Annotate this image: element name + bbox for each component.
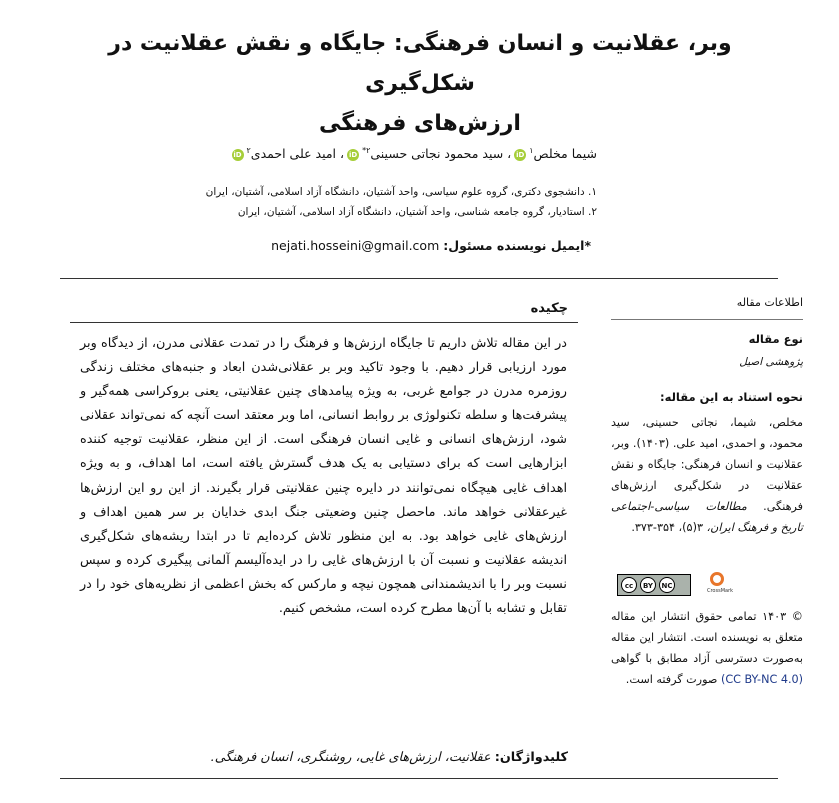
- article-info-sidebar: [611, 296, 803, 690]
- abstract-text: در این مقاله تلاش داریم تا جایگاه ارزش‌ها و فرهنگ را در تمدت عقلانی مدرن، از دیدگاه وبر مورد ارزیابی قرار دهیم. با وجود تاکید وبر بر عقلانی‌شدن ابعاد و جنبه‌های مختلف زندگی روزمره مدرن در جوامع غربی، به ویژه پیامدهای چنین عقلانیتی، یعنی بروکراسی همه‌گیر و پیشرفت‌ها و سلطه تکنولوژی بر روابط انسانی، اما وبر معتقد است آنچه که نمی‌تواند عقلانی شود، ارزش‌های انسانی و غایی انسان فرهنگی است. از این منظر، عقلانیت توجیه کننده ابزارهایی است که برای دستیابی به یک هدف گسترش یافته است، اما اهداف، و به ویژه اهداف غایی هیچگاه نمی‌توانند در دایره چنین عقلانیتی قرار بگیرند. از این رو این ارزش‌ها غیرعقلانی خواهد ماند. ماحصل چنین وضعیتی جنگ ابدی خدایان بر سر همین اهداف و ارزش‌های غایی خواهد بود. به این منظور تلاش کرده‌ایم تا در ابتدا ریشه‌های شکل‌گیری اندیشه عقلانیت و نسبت آن با ارزش‌های غایی را در ایده‌آلیسم آلمانی پیگیری کرده و سپس نسبت وبر را با اندیشمندانی همچون نیچه و مارکس که بخش اعظمی از نظریه‌های خود را در تقابل و تشابه با آن‌ها مطرح کرده است، مشخص کنیم.: [80, 336, 567, 617]
- cc-by-nc-icon[interactable]: [617, 574, 691, 596]
- title-line-2: ارزش‌های فرهنگی: [319, 111, 521, 136]
- author-affiliation-mark: ۱: [529, 146, 534, 155]
- sidebar-divider: [611, 319, 803, 320]
- orcid-icon[interactable]: iD: [348, 150, 358, 159]
- article-info-heading: اطلاعات مقاله: [736, 296, 803, 309]
- license-link[interactable]: (CC BY-NC 4.0): [720, 673, 803, 686]
- nc-icon: NC: [659, 577, 675, 593]
- corresponding-email: [71, 238, 591, 253]
- author-name: شیما مخلص: [533, 146, 597, 162]
- keywords: [211, 750, 568, 765]
- license-tail: صورت گرفته است.: [625, 673, 718, 686]
- email-label: *ایمیل نویسنده مسئول:: [443, 238, 591, 253]
- citation-text: [611, 412, 803, 538]
- affiliation-2: ۲. استادیار، گروه جامعه شناسی، واحد آشتیان، دانشگاه آزاد اسلامی، آشتیان، ایران: [237, 206, 597, 218]
- crossmark-icon[interactable]: [707, 572, 734, 598]
- article-type-label: نوع مقاله: [748, 332, 803, 346]
- citation-journal: مطالعات سیاسی-اجتماعی تاریخ و فرهنگ ایران،: [611, 500, 803, 534]
- license-text: © ۱۴۰۳ تمامی حقوق انتشار این مقاله متعلق به نویسنده است. انتشار این مقاله به‌صورت دسترسی آزاد مطابق با گواهی: [611, 610, 803, 665]
- crossmark-label: CrossMark: [707, 588, 734, 594]
- cc-logo-icon: cc: [621, 577, 637, 593]
- license-statement: [611, 606, 803, 690]
- abstract-heading: چکیده: [530, 301, 568, 316]
- header-divider: [60, 278, 778, 279]
- author-affiliation-mark: ۲*: [362, 146, 371, 155]
- orcid-icon[interactable]: iD: [516, 150, 525, 159]
- crossmark-shape: [710, 572, 724, 586]
- citation-label: نحوه استناد به این مقاله:: [660, 390, 803, 404]
- affiliation-1: ۱. دانشجوی دکتری، گروه علوم سیاسی، واحد آشتیان، دانشگاه آزاد اسلامی، آشتیان، ایران: [205, 186, 597, 198]
- keywords-label: کلیدواژگان:: [494, 750, 568, 765]
- author-name: سید محمود نجاتی حسینی: [370, 146, 504, 162]
- article-title: [60, 24, 780, 144]
- author-name: امید علی احمدی: [250, 146, 337, 162]
- abstract-divider: [70, 322, 578, 323]
- article-type-value: پژوهشی اصیل: [739, 356, 803, 368]
- abstract-body: [80, 332, 567, 621]
- citation-pages: ۳(۵)، ۳۵۴-۳۷۳.: [631, 521, 703, 534]
- author-list: شیما مخلص$^۱$iD، سید محمود نجاتی حسینی$^{۲*}$iD، امید علی احمدی$^۲$iD: [233, 146, 597, 162]
- keywords-value: عقلانیت، ارزش‌های غایی، روشنگری، انسان فرهنگی.: [210, 750, 491, 765]
- citation-plain: مخلص، شیما، نجاتی حسینی، سید محمود، و احمدی، امید علی. (۱۴۰۳). وبر، عقلانیت و انسان فرهنگی: جایگاه و نقش عقلانیت در شکل‌گیری ارزش‌های فرهنگی.: [611, 416, 804, 513]
- author-affiliation-mark: ۲: [246, 146, 251, 155]
- email-address[interactable]: nejati.hosseini@gmail.com: [271, 238, 440, 253]
- footer-divider: [60, 778, 778, 779]
- license-badges: [611, 572, 803, 600]
- title-line-1: وبر، عقلانیت و انسان فرهنگی: جایگاه و نقش عقلانیت در شکل‌گیری: [108, 31, 732, 96]
- by-icon: BY: [640, 577, 656, 593]
- orcid-icon[interactable]: iD: [233, 150, 242, 159]
